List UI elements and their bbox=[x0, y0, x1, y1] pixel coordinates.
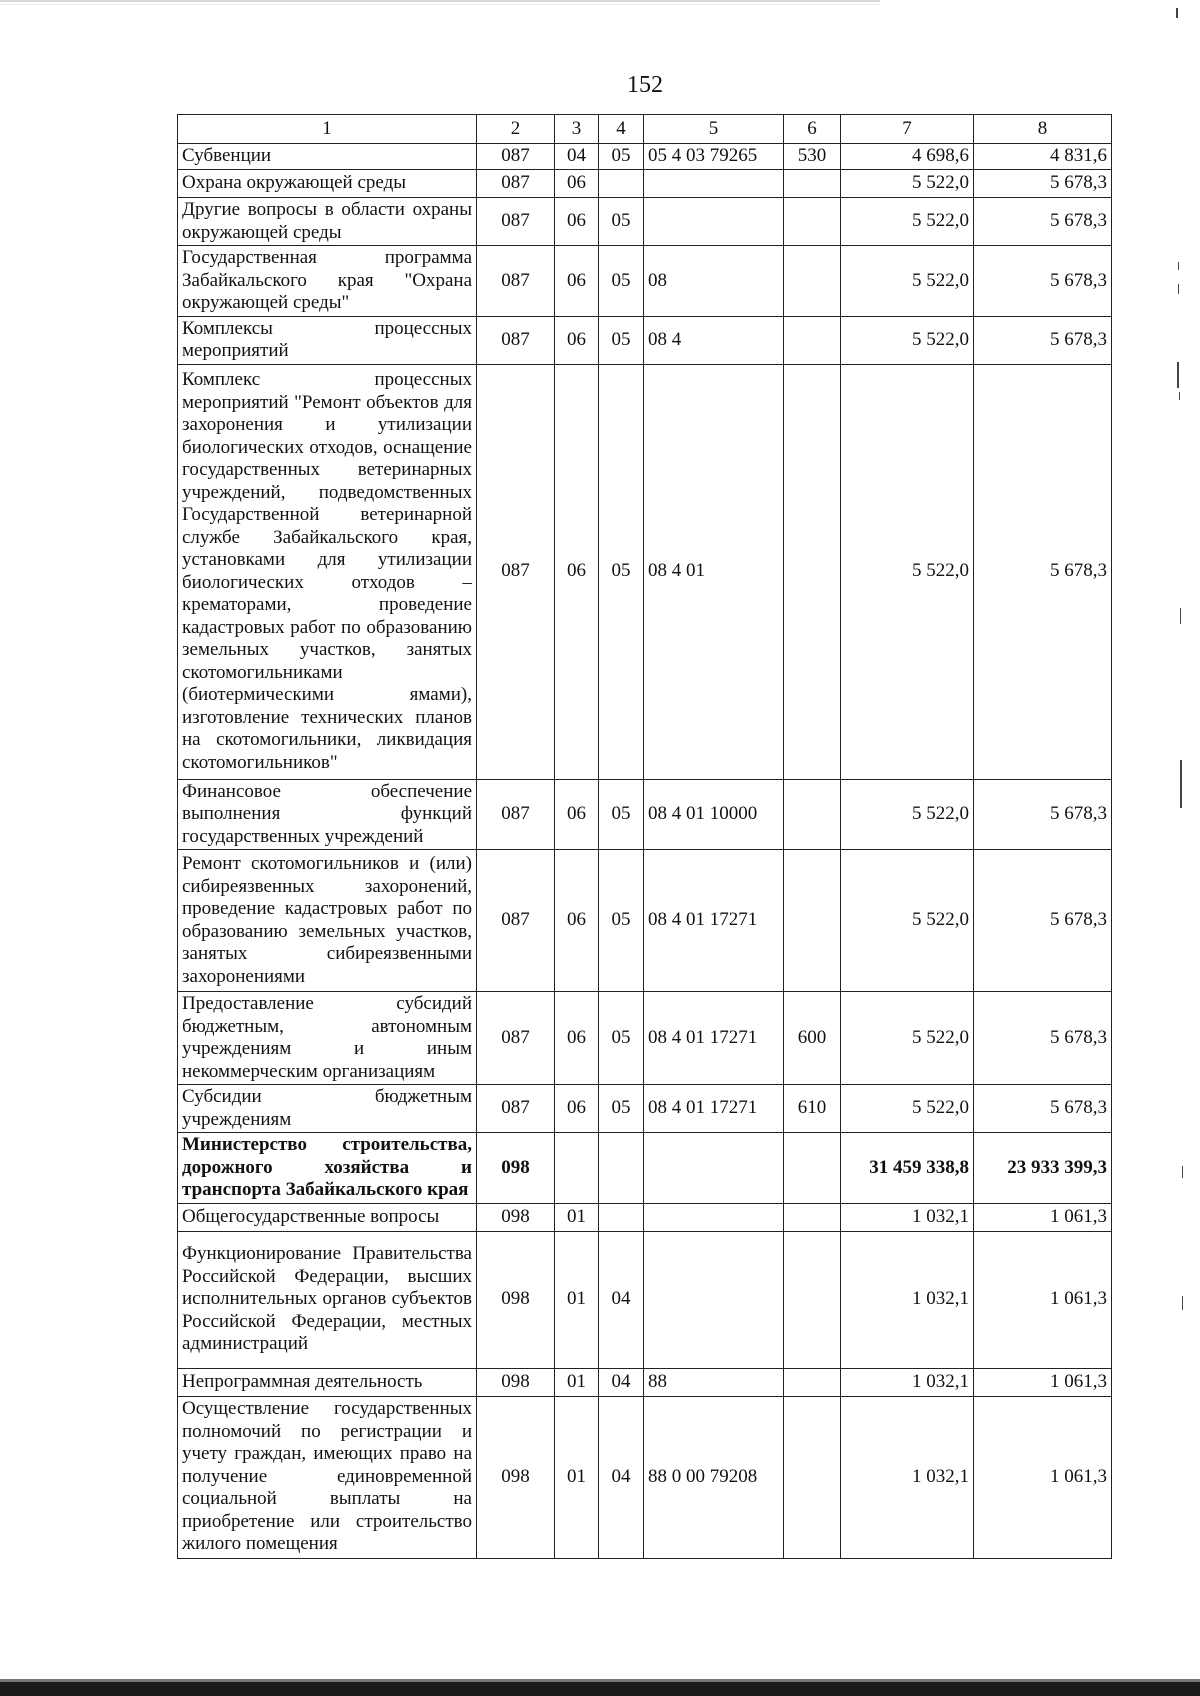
cell-subsection: 05 bbox=[599, 1085, 644, 1133]
cell-name: Осуществление государственных полномочий по регистрации и учету граждан, имеющих право на получение единовременной социальной выплаты на приобретение или строительство жилого помещения bbox=[178, 1396, 477, 1558]
cell-subsection: 05 bbox=[599, 316, 644, 364]
cell-name: Общегосударственные вопросы bbox=[178, 1203, 477, 1231]
cell-subsection: 04 bbox=[599, 1396, 644, 1558]
scan-mark bbox=[1178, 284, 1179, 294]
cell-subsection: 05 bbox=[599, 779, 644, 850]
cell-amount-year1: 5 522,0 bbox=[841, 1085, 974, 1133]
cell-amount-year2: 5 678,3 bbox=[974, 364, 1112, 779]
table-row bbox=[178, 992, 1112, 1085]
cell-subsection: 04 bbox=[599, 1231, 644, 1368]
table-row bbox=[178, 850, 1112, 992]
header-cell: 4 bbox=[599, 115, 644, 144]
cell-target-article: 88 bbox=[644, 1368, 784, 1396]
cell-admin-code: 087 bbox=[477, 170, 555, 198]
table-row bbox=[178, 1085, 1112, 1133]
cell-amount-year2: 1 061,3 bbox=[974, 1203, 1112, 1231]
scan-mark bbox=[1176, 8, 1178, 18]
cell-expense-type bbox=[784, 779, 841, 850]
table-row bbox=[178, 198, 1112, 246]
header-cell: 5 bbox=[644, 115, 784, 144]
cell-section: 06 bbox=[555, 246, 599, 317]
cell-section: 04 bbox=[555, 144, 599, 170]
table-row bbox=[178, 1133, 1112, 1204]
cell-target-article bbox=[644, 1203, 784, 1231]
cell-amount-year2: 4 831,6 bbox=[974, 144, 1112, 170]
cell-expense-type bbox=[784, 1231, 841, 1368]
cell-name: Комплекс процессных мероприятий "Ремонт объектов для захоронения и утилизации биологических отходов, оснащение государственных ветеринарных учреждений, подведомственных Государственной ветеринарной службе Забайкальского края, установками для утилизации биологических отходов – крематорами, проведение кадастровых работ по образованию земельных участков, занятых скотомогильниками (биотермическими ямами), изготовление технических планов на скотомогильники, ликвидация скотомогильников" bbox=[178, 364, 477, 779]
cell-name: Функционирование Правительства Российской Федерации, высших исполнительных органов субъектов Российской Федерации, местных администраций bbox=[178, 1231, 477, 1368]
cell-amount-year1: 5 522,0 bbox=[841, 246, 974, 317]
scan-mark bbox=[1180, 608, 1181, 624]
header-cell: 7 bbox=[841, 115, 974, 144]
cell-section: 06 bbox=[555, 364, 599, 779]
header-cell: 2 bbox=[477, 115, 555, 144]
cell-name: Непрограммная деятельность bbox=[178, 1368, 477, 1396]
table-row bbox=[178, 364, 1112, 779]
cell-amount-year2: 5 678,3 bbox=[974, 198, 1112, 246]
cell-admin-code: 087 bbox=[477, 992, 555, 1085]
cell-subsection: 05 bbox=[599, 992, 644, 1085]
cell-section: 01 bbox=[555, 1396, 599, 1558]
cell-admin-code: 098 bbox=[477, 1368, 555, 1396]
cell-admin-code: 087 bbox=[477, 364, 555, 779]
cell-amount-year1: 5 522,0 bbox=[841, 992, 974, 1085]
cell-target-article: 08 4 01 10000 bbox=[644, 779, 784, 850]
cell-amount-year1: 5 522,0 bbox=[841, 316, 974, 364]
table-row bbox=[178, 246, 1112, 317]
cell-subsection: 05 bbox=[599, 144, 644, 170]
cell-section: 06 bbox=[555, 992, 599, 1085]
cell-admin-code: 087 bbox=[477, 850, 555, 992]
cell-target-article bbox=[644, 1133, 784, 1204]
scan-bottom-edge bbox=[0, 1682, 1200, 1696]
cell-name: Финансовое обеспечение выполнения функций государственных учреждений bbox=[178, 779, 477, 850]
table-row bbox=[178, 1396, 1112, 1558]
cell-subsection: 05 bbox=[599, 246, 644, 317]
cell-section: 01 bbox=[555, 1203, 599, 1231]
cell-target-article: 08 4 01 bbox=[644, 364, 784, 779]
cell-name: Государственная программа Забайкальского края "Охрана окружающей среды" bbox=[178, 246, 477, 317]
cell-target-article: 05 4 03 79265 bbox=[644, 144, 784, 170]
cell-expense-type bbox=[784, 246, 841, 317]
cell-admin-code: 087 bbox=[477, 246, 555, 317]
cell-expense-type bbox=[784, 1133, 841, 1204]
cell-amount-year1: 1 032,1 bbox=[841, 1368, 974, 1396]
cell-name: Комплексы процессных мероприятий bbox=[178, 316, 477, 364]
cell-subsection bbox=[599, 1203, 644, 1231]
cell-section: 06 bbox=[555, 850, 599, 992]
table-row bbox=[178, 1203, 1112, 1231]
cell-target-article bbox=[644, 198, 784, 246]
cell-name: Предоставление субсидий бюджетным, автономным учреждениям и иным некоммерческим организациям bbox=[178, 992, 477, 1085]
cell-amount-year2: 5 678,3 bbox=[974, 992, 1112, 1085]
cell-expense-type bbox=[784, 198, 841, 246]
table-row bbox=[178, 144, 1112, 170]
cell-target-article bbox=[644, 170, 784, 198]
cell-section: 01 bbox=[555, 1231, 599, 1368]
table-row bbox=[178, 779, 1112, 850]
cell-subsection: 04 bbox=[599, 1368, 644, 1396]
cell-amount-year2: 1 061,3 bbox=[974, 1368, 1112, 1396]
cell-amount-year1: 5 522,0 bbox=[841, 170, 974, 198]
cell-amount-year1: 1 032,1 bbox=[841, 1396, 974, 1558]
cell-section: 06 bbox=[555, 779, 599, 850]
cell-expense-type bbox=[784, 170, 841, 198]
cell-section: 06 bbox=[555, 170, 599, 198]
cell-name: Ремонт скотомогильников и (или) сибиреязвенных захоронений, проведение кадастровых работ по образованию земельных участков, занятых сибиреязвенными захоронениями bbox=[178, 850, 477, 992]
cell-amount-year2: 1 061,3 bbox=[974, 1231, 1112, 1368]
cell-expense-type bbox=[784, 364, 841, 779]
cell-amount-year2: 5 678,3 bbox=[974, 1085, 1112, 1133]
cell-amount-year2: 5 678,3 bbox=[974, 170, 1112, 198]
cell-target-article: 88 0 00 79208 bbox=[644, 1396, 784, 1558]
table-header-row bbox=[178, 115, 1112, 144]
table-row bbox=[178, 170, 1112, 198]
cell-section bbox=[555, 1133, 599, 1204]
cell-expense-type: 600 bbox=[784, 992, 841, 1085]
header-cell: 3 bbox=[555, 115, 599, 144]
cell-admin-code: 087 bbox=[477, 779, 555, 850]
cell-amount-year1: 5 522,0 bbox=[841, 198, 974, 246]
cell-admin-code: 098 bbox=[477, 1231, 555, 1368]
scan-mark bbox=[1179, 392, 1180, 400]
cell-target-article: 08 4 01 17271 bbox=[644, 1085, 784, 1133]
cell-section: 06 bbox=[555, 316, 599, 364]
cell-amount-year1: 5 522,0 bbox=[841, 779, 974, 850]
cell-amount-year1: 31 459 338,8 bbox=[841, 1133, 974, 1204]
cell-subsection: 05 bbox=[599, 850, 644, 992]
cell-admin-code: 087 bbox=[477, 316, 555, 364]
header-cell: 1 bbox=[178, 115, 477, 144]
cell-name: Охрана окружающей среды bbox=[178, 170, 477, 198]
scan-mark bbox=[1180, 760, 1182, 808]
cell-name: Субвенции bbox=[178, 144, 477, 170]
cell-name: Другие вопросы в области охраны окружающей среды bbox=[178, 198, 477, 246]
scan-mark bbox=[1177, 362, 1179, 388]
cell-subsection bbox=[599, 1133, 644, 1204]
cell-subsection: 05 bbox=[599, 198, 644, 246]
cell-target-article: 08 4 bbox=[644, 316, 784, 364]
budget-table bbox=[177, 114, 1112, 1559]
cell-amount-year1: 4 698,6 bbox=[841, 144, 974, 170]
table-row bbox=[178, 316, 1112, 364]
cell-name: Министерство строительства, дорожного хозяйства и транспорта Забайкальского края bbox=[178, 1133, 477, 1204]
cell-section: 06 bbox=[555, 198, 599, 246]
cell-admin-code: 087 bbox=[477, 198, 555, 246]
cell-target-article: 08 4 01 17271 bbox=[644, 992, 784, 1085]
scan-mark bbox=[1182, 1296, 1183, 1310]
cell-amount-year1: 5 522,0 bbox=[841, 364, 974, 779]
cell-expense-type bbox=[784, 1396, 841, 1558]
cell-target-article: 08 4 01 17271 bbox=[644, 850, 784, 992]
cell-admin-code: 087 bbox=[477, 1085, 555, 1133]
cell-subsection bbox=[599, 170, 644, 198]
scan-mark bbox=[1178, 262, 1179, 270]
cell-amount-year2: 5 678,3 bbox=[974, 850, 1112, 992]
cell-expense-type: 530 bbox=[784, 144, 841, 170]
cell-amount-year2: 5 678,3 bbox=[974, 246, 1112, 317]
cell-admin-code: 087 bbox=[477, 144, 555, 170]
cell-amount-year2: 5 678,3 bbox=[974, 316, 1112, 364]
cell-target-article: 08 bbox=[644, 246, 784, 317]
header-cell: 6 bbox=[784, 115, 841, 144]
cell-subsection: 05 bbox=[599, 364, 644, 779]
cell-expense-type: 610 bbox=[784, 1085, 841, 1133]
cell-expense-type bbox=[784, 1203, 841, 1231]
table-row bbox=[178, 1231, 1112, 1368]
cell-expense-type bbox=[784, 1368, 841, 1396]
cell-amount-year2: 23 933 399,3 bbox=[974, 1133, 1112, 1204]
cell-section: 06 bbox=[555, 1085, 599, 1133]
cell-admin-code: 098 bbox=[477, 1396, 555, 1558]
header-cell: 8 bbox=[974, 115, 1112, 144]
cell-admin-code: 098 bbox=[477, 1203, 555, 1231]
cell-amount-year2: 1 061,3 bbox=[974, 1396, 1112, 1558]
table-row bbox=[178, 1368, 1112, 1396]
page-number: 152 bbox=[627, 72, 663, 98]
scan-top-edge-faint bbox=[0, 4, 880, 5]
scan-mark bbox=[1182, 1166, 1183, 1178]
cell-expense-type bbox=[784, 316, 841, 364]
cell-amount-year2: 5 678,3 bbox=[974, 779, 1112, 850]
cell-admin-code: 098 bbox=[477, 1133, 555, 1204]
cell-target-article bbox=[644, 1231, 784, 1368]
cell-amount-year1: 1 032,1 bbox=[841, 1231, 974, 1368]
scan-top-edge bbox=[0, 0, 880, 2]
cell-expense-type bbox=[784, 850, 841, 992]
cell-name: Субсидии бюджетным учреждениям bbox=[178, 1085, 477, 1133]
cell-amount-year1: 5 522,0 bbox=[841, 850, 974, 992]
cell-amount-year1: 1 032,1 bbox=[841, 1203, 974, 1231]
cell-section: 01 bbox=[555, 1368, 599, 1396]
